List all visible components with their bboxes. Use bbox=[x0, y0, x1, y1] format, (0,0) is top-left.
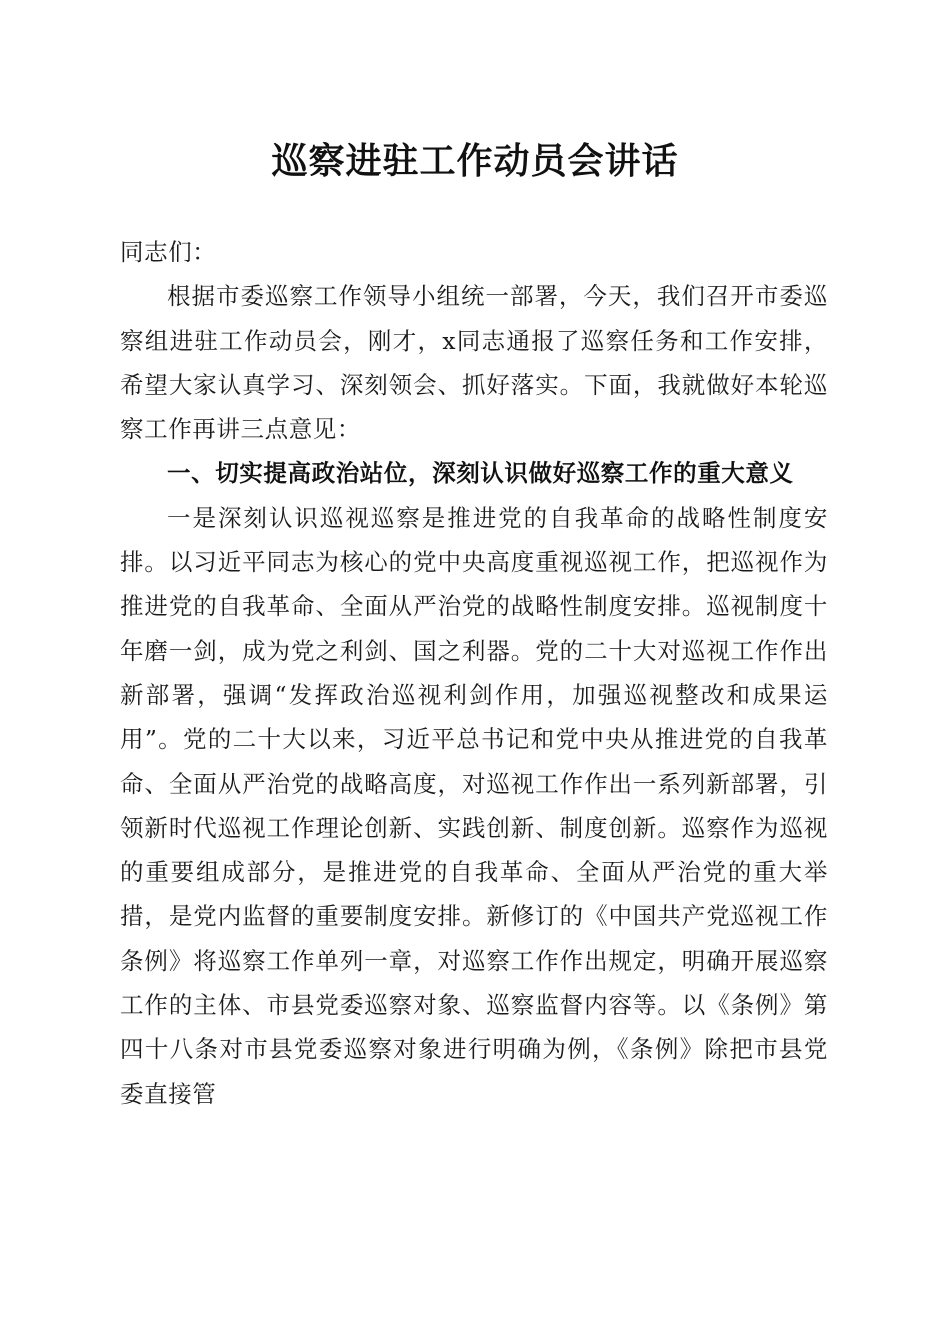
greeting: 同志们： bbox=[120, 238, 217, 266]
section-heading-1: 一、切实提高政治站位，深刻认识做好巡察工作的重大意义 bbox=[167, 459, 794, 488]
intro-paragraph: 根据市委巡察工作领导小组统一部署，今天，我们召开市委巡察组进驻工作动员会，刚才，x同志通报了巡察任务和工作安排，希望大家认真学习、深刻领会、抓好落实。下面，我就做好本轮巡察工作再讲三点意见： bbox=[120, 282, 828, 444]
section1-paragraph-1: 一是深刻认识巡视巡察是推进党的自我革命的战略性制度安排。以习近平同志为核心的党中央高度重视巡视工作，把巡视作为推进党的自我革命、全面从严治党的战略性制度安排。巡视制度十年磨一剑，成为党之利剑、国之利器。党的二十大对巡视工作作出新部署，强调“发挥政治巡视利剑作用，加强巡视整改和成果运用”。党的二十大以来，习近平总书记和党中央从推进党的自我革命、全面从严治党的战略高度，对巡视工作作出一系列新部署，引领新时代巡视工作理论创新、实践创新、制度创新。巡察作为巡视的重要组成部分，是推进党的自我革命、全面从严治党的重大举措，是党内监督的重要制度安排。新修订的《中国共产党巡视工作条例》将巡察工作单列一章，对巡察工作作出规定，明确开展巡察工作的主体、市县党委巡察对象、巡察监督内容等。以《条例》第四十八条对市县党委巡察对象进行明确为例，《条例》除把市县党委直接管 bbox=[120, 503, 828, 1108]
document-body bbox=[120, 230, 828, 1116]
document-title: 巡察进驻工作动员会讲话 bbox=[271, 140, 679, 182]
